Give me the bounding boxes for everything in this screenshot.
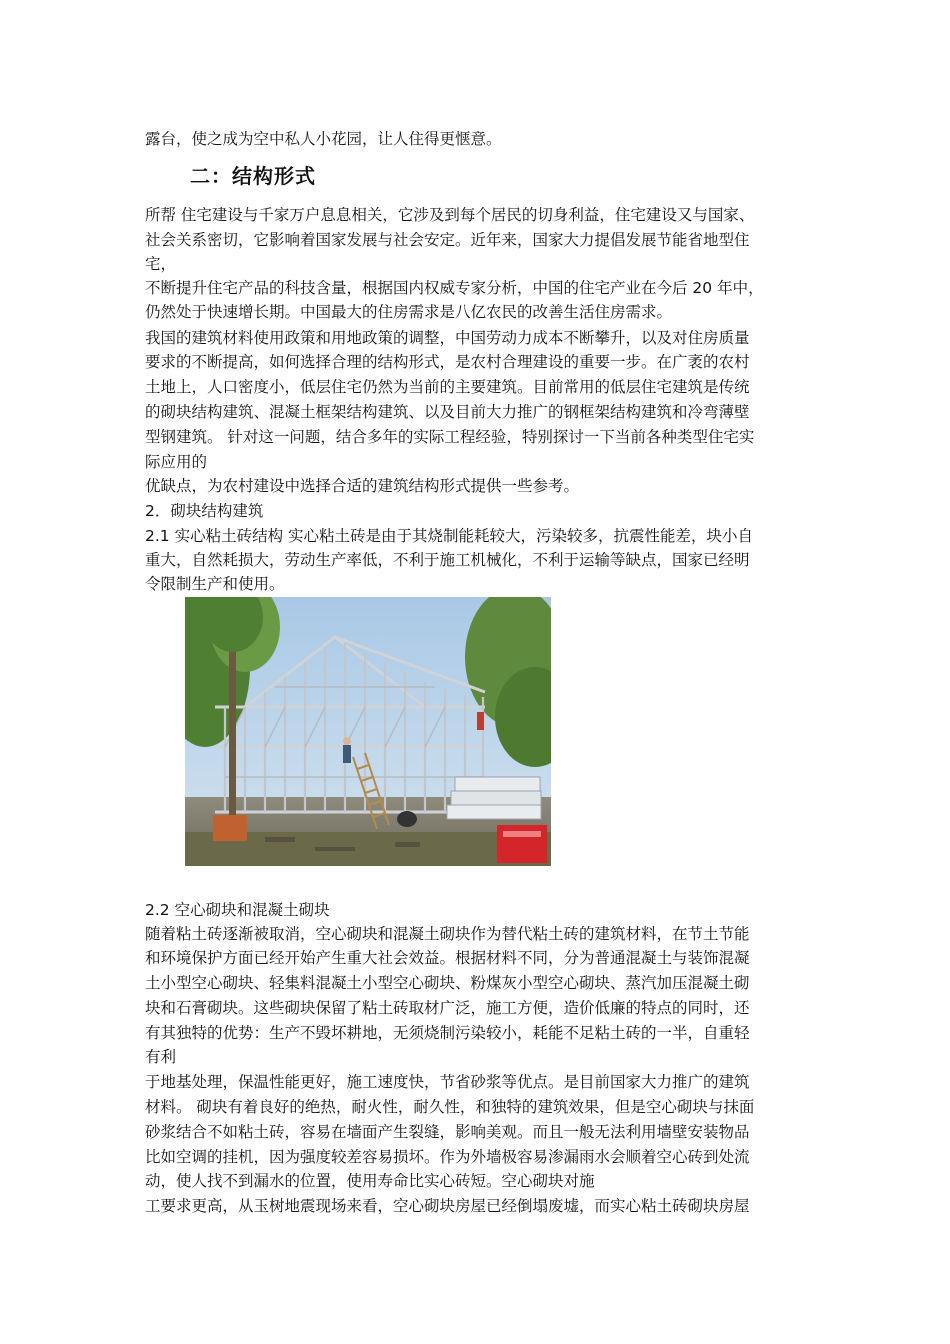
text-line: 块和石膏砌块。这些砌块保留了粘土砖取材广泛，施工方便，造价低廉的特点的同时，还: [145, 999, 750, 1017]
text-line: 材料。 砌块有着良好的绝热，耐火性，耐久性，和独特的建筑效果，但是空心砌块与抹面: [145, 1098, 755, 1116]
text-line: 于地基处理，保温性能更好，施工速度快，节省砂浆等优点。是目前国家大力推广的建筑: [145, 1073, 750, 1091]
text-line: 动，使人找不到漏水的位置，使用寿命比实心砖短。空心砌块对施: [145, 1172, 595, 1190]
text-line: 重大，自然耗损大，劳动生产率低，不利于施工机械化，不利于运输等缺点，国家已经明: [145, 551, 750, 569]
text-line: 砂浆结合不如粘土砖，容易在墙面产生裂缝，影响美观。而且一般无法利用墙壁安装物品: [145, 1123, 750, 1141]
text-line: 有利: [145, 1048, 177, 1066]
section-subheading: 2．砌块结构建筑: [145, 502, 264, 520]
text-line: 我国的建筑材料使用政策和用地政策的调整，中国劳动力成本不断攀升，以及对住房质量: [145, 329, 750, 347]
text-line: 型钢建筑。 针对这一问题，结合多年的实际工程经验，特别探讨一下当前各种类型住宅实: [145, 428, 755, 446]
text-line: 工要求更高，从玉树地震现场来看，空心砌块房屋已经倒塌废墟，而实心粘土砖砌块房屋: [145, 1197, 750, 1215]
section-heading: 二：结构形式: [190, 164, 316, 188]
text-line: 和环境保护方面已经开始产生重大社会效益。根据材料不同，分为普通混凝土与装饰混凝: [145, 949, 750, 967]
text-line: 土地上，人口密度小，低层住宅仍然为当前的主要建筑。目前常用的低层住宅建筑是传统: [145, 378, 750, 396]
text-line: 仍然处于快速增长期。中国最大的住房需求是八亿农民的改善生活住房需求。: [145, 303, 673, 321]
steel-frame-construction-photo: [185, 597, 551, 866]
text-line: 有其独特的优势：生产不毁坏耕地，无须烧制污染较小，耗能不足粘土砖的一半，自重轻: [145, 1024, 750, 1042]
text-line: 2.1 实心粘土砖结构 实心粘土砖是由于其烧制能耗较大，污染较多，抗震性能差，块小自: [145, 527, 754, 545]
text-line: 露台，使之成为空中私人小花园，让人住得更惬意。: [145, 130, 502, 148]
text-line: 令限制生产和使用。: [145, 575, 285, 593]
text-line: 要求的不断提高，如何选择合理的结构形式，是农村合理建设的重要一步。在广袤的农村: [145, 353, 750, 371]
text-line: 的砌块结构建筑、混凝土框架结构建筑、以及目前大力推广的钢框架结构建筑和冷弯薄壁: [145, 403, 750, 421]
text-line: 优缺点，为农村建设中选择合适的建筑结构形式提供一些参考。: [145, 477, 580, 495]
text-line: 比如空调的挂机，因为强度较差容易损坏。作为外墙极容易渗漏雨水会顺着空心砖到处流: [145, 1148, 750, 1166]
text-line: 土小型空心砌块、轻集料混凝土小型空心砌块、粉煤灰小型空心砌块、蒸汽加压混凝土砌: [145, 974, 750, 992]
text-line: 宅，: [145, 255, 177, 273]
text-line: 社会关系密切，它影响着国家发展与社会安定。近年来，国家大力提倡发展节能省地型住: [145, 231, 750, 249]
section-subheading: 2.2 空心砌块和混凝土砌块: [145, 901, 330, 919]
text-line: 所帮 住宅建设与千家万户息息相关，它涉及到每个居民的切身利益，住宅建设又与国家、: [145, 206, 755, 224]
text-line: 随着粘土砖逐渐被取消，空心砌块和混凝土砌块作为替代粘土砖的建筑材料，在节土节能: [145, 925, 750, 943]
text-line: 际应用的: [145, 453, 208, 471]
text-line: 不断提升住宅产品的科技含量，根据国内权威专家分析，中国的住宅产业在今后 20 年中，: [145, 279, 764, 297]
